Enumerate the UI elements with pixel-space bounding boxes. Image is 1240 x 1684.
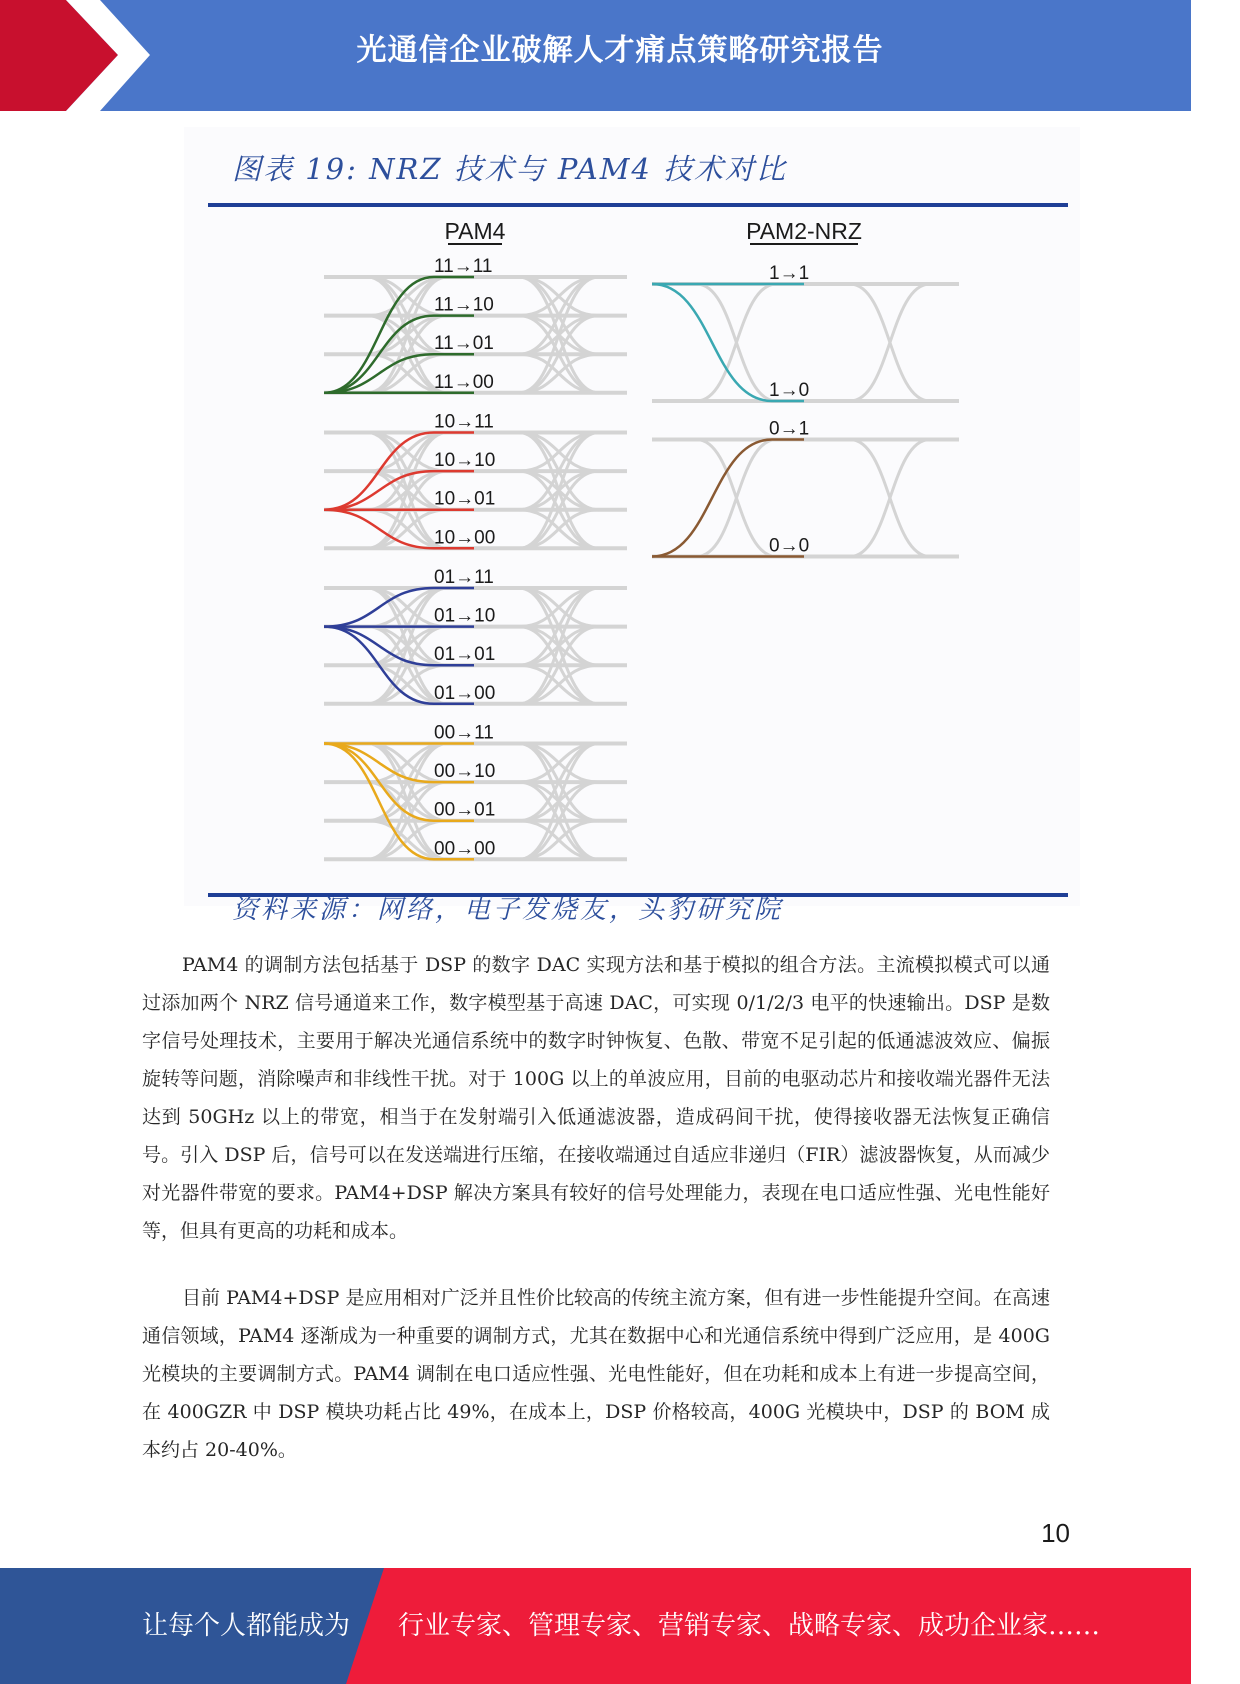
pam4-transition-label: 10→10 bbox=[434, 450, 496, 472]
pam4-heading: PAM4 bbox=[444, 218, 506, 244]
figure-title: 图表 19: NRZ 技术与 PAM4 技术对比 bbox=[232, 152, 788, 186]
nrz-transition-label: 0→0 bbox=[769, 535, 810, 557]
pam4-transition-label: 00→11 bbox=[434, 722, 494, 744]
paragraph-pam4-modulation: PAM4 的调制方法包括基于 DSP 的数字 DAC 实现方法和基于模拟的组合方法。主流模拟模式可以通过添加两个 NRZ 信号通道来工作，数字模型基于高速 DAC，可实现 0/1/2/3 电平的快速输出。DSP 是数字信号处理技术，主要用于解决光通信系统中的数字时钟恢复、色散、带宽不足引起的低通滤波效应、偏振旋转等问题，消除噪声和非线性干扰。对于 100G 以上的单波应用，目前的电驱动芯片和接收端光器件无法达到 50GHz 以上的带宽，相当于在发射端引入低通滤波器，造成码间干扰，使得接收器无法恢复正确信号。引入 DSP 后，信号可以在发送端进行压缩，在接收端通过自适应非递归（FIR）滤波器恢复，从而减少对光器件带宽的要求。PAM4+DSP 解决方案具有较好的信号处理能力，表现在电口适应性强、光电性能好等，但具有更高的功耗和成本。 bbox=[142, 954, 1050, 1242]
page-header bbox=[0, 0, 1191, 111]
nrz-transition-label: 1→1 bbox=[769, 263, 810, 284]
figure-source: 资料来源：网络，电子发烧友，头豹研究院 bbox=[232, 895, 784, 925]
page-number: 10 bbox=[1041, 1518, 1070, 1548]
pam4-transition-label: 10→01 bbox=[434, 488, 496, 510]
pam4-transition-label: 11→00 bbox=[434, 371, 494, 393]
eye-diagram-comparison bbox=[184, 127, 1080, 906]
pam4-transition-label: 01→01 bbox=[434, 644, 496, 666]
pam4-transition-label: 01→00 bbox=[434, 682, 496, 704]
paragraph-pam4-dsp-status: 目前 PAM4+DSP 是应用相对广泛并且性价比较高的传统主流方案，但有进一步性能提升空间。在高速通信领域，PAM4 逐渐成为一种重要的调制方式，尤其在数据中心和光通信系统中得到广泛应用，是 400G 光模块的主要调制方式。PAM4 调制在电口适应性强、光电性能好，但在功耗和成本上有进一步提高空间，在 400GZR 中 DSP 模块功耗占比 49%，在成本上，DSP 价格较高，400G 光模块中，DSP 的 BOM 成本约占 20-40%。 bbox=[142, 1287, 1050, 1461]
pam4-transition-label: 11→01 bbox=[434, 333, 494, 355]
pam4-transition-label: 00→00 bbox=[434, 838, 496, 860]
pam4-transition-label: 00→01 bbox=[434, 799, 496, 821]
pam4-transition-label: 00→10 bbox=[434, 761, 496, 783]
pam4-transition-label: 10→11 bbox=[434, 411, 494, 433]
nrz-transition-label: 1→0 bbox=[769, 380, 810, 401]
header-title: 光通信企业破解人才痛点策略研究报告 bbox=[356, 33, 884, 68]
eye-grey-transition bbox=[850, 284, 930, 401]
pam4-transition-label: 11→11 bbox=[434, 256, 493, 277]
pam4-transition-label: 10→00 bbox=[434, 527, 496, 549]
figure-19 bbox=[184, 127, 1080, 925]
pam4-transition-label: 11→10 bbox=[434, 294, 494, 316]
pam4-transition-label: 01→11 bbox=[434, 567, 494, 588]
footer-slogan-left: 让每个人都能成为 bbox=[142, 1611, 351, 1641]
nrz-transition-label: 0→1 bbox=[769, 418, 810, 440]
eye-grey-transition bbox=[850, 440, 930, 557]
nrz-heading: PAM2-NRZ bbox=[746, 218, 862, 244]
pam4-transition-label: 01→10 bbox=[434, 605, 496, 627]
footer-slogan-right: 行业专家、管理专家、营销专家、战略专家、成功企业家…… bbox=[398, 1611, 1101, 1641]
page-footer bbox=[0, 1568, 1191, 1684]
